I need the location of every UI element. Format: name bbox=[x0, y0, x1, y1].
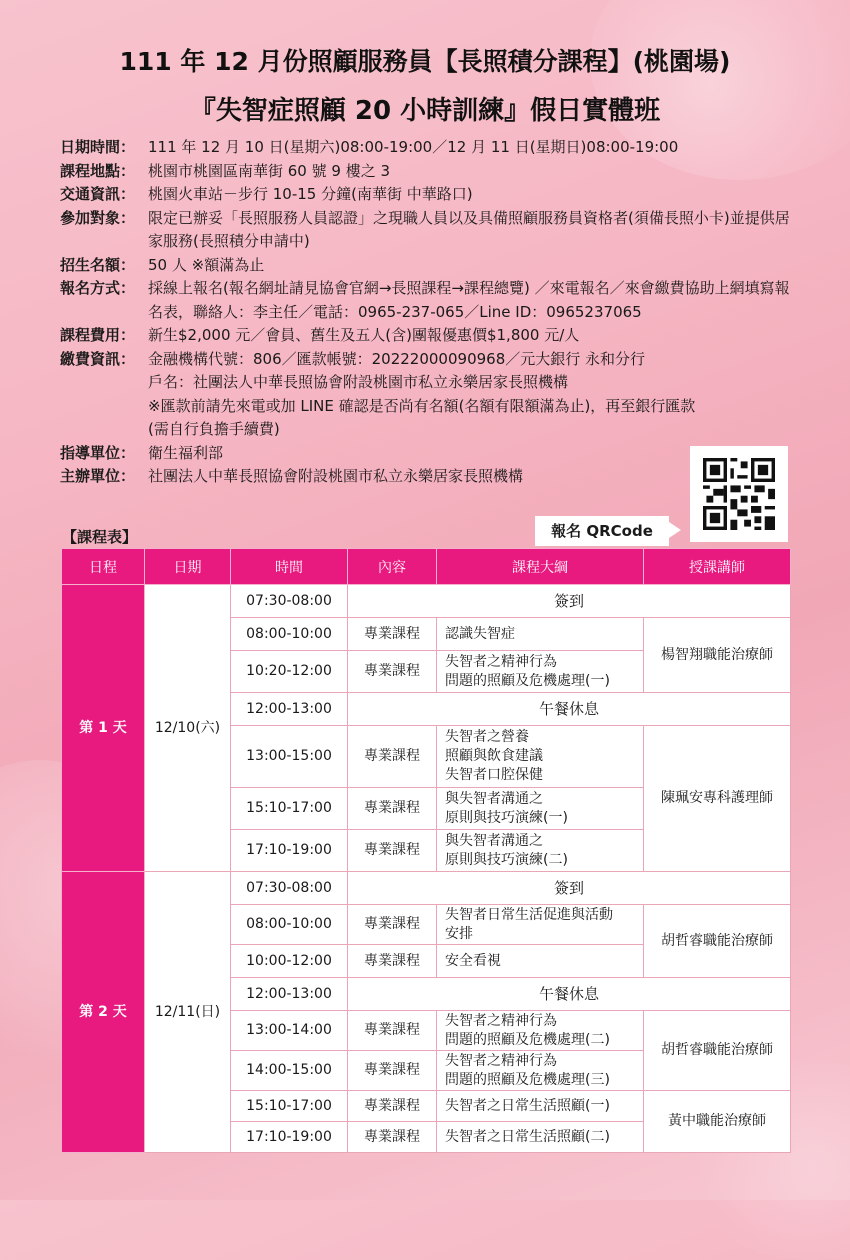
info-value: 111 年 12 月 10 日(星期六)08:00-19:00／12 月 11 日(星期日)08:00-19:00 bbox=[148, 138, 679, 156]
time-cell: 08:00-10:00 bbox=[231, 618, 348, 651]
time-cell: 12:00-13:00 bbox=[231, 978, 348, 1011]
time-cell: 10:00-12:00 bbox=[231, 945, 348, 978]
info-row-date bbox=[60, 136, 800, 160]
outline-cell: 失智者之營養 照顧與飲食建議 失智者口腔保健 bbox=[437, 726, 644, 788]
info-row-supervisor bbox=[60, 442, 800, 466]
page-subtitle: 『失智症照顧 20 小時訓練』假日實體班 bbox=[189, 96, 661, 126]
outline-cell: 失智者之日常生活照顧(一) bbox=[437, 1091, 644, 1122]
schedule-table bbox=[61, 548, 791, 1153]
date-cell: 12/11(日) bbox=[145, 872, 231, 1153]
time-cell: 17:10-19:00 bbox=[231, 1122, 348, 1153]
info-value: 50 人 ※額滿為止 bbox=[148, 255, 265, 274]
checkin-cell: 簽到 bbox=[348, 872, 791, 905]
outline-cell: 失智者日常生活促進與活動 安排 bbox=[437, 905, 644, 945]
time-cell: 14:00-15:00 bbox=[231, 1051, 348, 1091]
info-label: 招生名額： bbox=[60, 255, 136, 274]
info-row-organizer bbox=[60, 465, 800, 489]
info-label: 課程地點： bbox=[60, 161, 136, 180]
table-row bbox=[62, 585, 791, 618]
time-cell: 13:00-14:00 bbox=[231, 1011, 348, 1051]
info-label: 主辦單位： bbox=[60, 467, 136, 485]
time-cell: 08:00-10:00 bbox=[231, 905, 348, 945]
lunch-cell: 午餐休息 bbox=[348, 978, 791, 1011]
content-cell: 專業課程 bbox=[348, 830, 437, 872]
info-value: 桃園火車站－步行 10-15 分鐘(南華街 中華路口) bbox=[148, 185, 473, 203]
outline-cell: 安全看視 bbox=[437, 945, 644, 978]
content-cell: 專業課程 bbox=[348, 726, 437, 788]
content-cell: 專業課程 bbox=[348, 1011, 437, 1051]
page-title: 111 年 12 月份照顧服務員【長照積分課程】(桃園場) bbox=[119, 47, 731, 76]
info-value: 衛生福利部 bbox=[148, 443, 224, 462]
outline-cell: 與失智者溝通之 原則與技巧演練(一) bbox=[437, 788, 644, 830]
info-value: 新生$2,000 元／會員、舊生及五人(含)團報優惠價$1,800 元/人 bbox=[148, 326, 580, 344]
info-label: 繳費資訊： bbox=[60, 349, 136, 368]
info-value: 桃園市桃園區南華街 60 號 9 樓之 3 bbox=[148, 161, 391, 180]
content-cell: 專業課程 bbox=[348, 945, 437, 978]
teacher-cell: 楊智翔職能治療師 bbox=[644, 618, 791, 693]
info-label: 課程費用： bbox=[60, 326, 136, 344]
info-value: 採線上報名(報名網址請見協會官網→長照課程→課程總覽) ／來電報名／來會繳費協助上網填寫報名表，聯絡人：李主任／電話：0965-237-065／Line ID：0965237065 bbox=[148, 279, 790, 321]
time-cell: 07:30-08:00 bbox=[231, 872, 348, 905]
time-cell: 10:20-12:00 bbox=[231, 651, 348, 693]
info-value: ※匯款前請先來電或加 LINE 確認是否尚有名額(名額有限額滿為止)，再至銀行匯款(需自行負擔手續費) bbox=[148, 396, 696, 438]
checkin-cell: 簽到 bbox=[348, 585, 791, 618]
info-row-fee bbox=[60, 324, 800, 348]
teacher-cell: 胡哲睿職能治療師 bbox=[644, 1011, 791, 1091]
content-cell: 專業課程 bbox=[348, 651, 437, 693]
outline-cell: 失智者之精神行為 問題的照顧及危機處理(二) bbox=[437, 1011, 644, 1051]
info-row-payment bbox=[60, 348, 800, 442]
info-label: 報名方式： bbox=[60, 279, 136, 297]
table-header-row bbox=[62, 549, 791, 585]
teacher-cell: 胡哲睿職能治療師 bbox=[644, 905, 791, 978]
table-row bbox=[62, 872, 791, 905]
info-value: 限定已辦妥「長照服務人員認證」之現職人員以及具備照顧服務員資格者(須備長照小卡)並提供居家服務(長照積分申請中) bbox=[148, 208, 790, 250]
schedule-label: 【課程表】 bbox=[62, 528, 138, 546]
outline-cell: 失智者之精神行為 問題的照顧及危機處理(三) bbox=[437, 1051, 644, 1091]
time-cell: 17:10-19:00 bbox=[231, 830, 348, 872]
qr-label: 報名 QRCode bbox=[535, 516, 669, 546]
lunch-cell: 午餐休息 bbox=[348, 693, 791, 726]
date-cell: 12/10(六) bbox=[145, 585, 231, 872]
time-cell: 13:00-15:00 bbox=[231, 726, 348, 788]
outline-cell: 失智者之日常生活照顧(二) bbox=[437, 1122, 644, 1153]
info-value: 社團法人中華長照協會附設桃園市私立永樂居家長照機構 bbox=[148, 467, 524, 485]
registration-qr-code[interactable] bbox=[690, 446, 788, 542]
header-outline: 課程大綱 bbox=[437, 549, 644, 585]
content-cell: 專業課程 bbox=[348, 905, 437, 945]
info-row-registration bbox=[60, 277, 800, 324]
info-label: 日期時間： bbox=[60, 138, 136, 156]
info-label: 交通資訊： bbox=[60, 185, 136, 203]
teacher-cell: 黃中職能治療師 bbox=[644, 1091, 791, 1153]
header-time: 時間 bbox=[231, 549, 348, 585]
info-value: 戶名：社團法人中華長照協會附設桃園市私立永樂居家長照機構 bbox=[148, 373, 569, 391]
content-cell: 專業課程 bbox=[348, 788, 437, 830]
outline-cell: 失智者之精神行為 問題的照顧及危機處理(一) bbox=[437, 651, 644, 693]
day-cell: 第 1 天 bbox=[62, 585, 145, 872]
info-label: 參加對象： bbox=[60, 208, 136, 227]
course-info bbox=[60, 136, 800, 489]
header-content: 內容 bbox=[348, 549, 437, 585]
info-row-audience bbox=[60, 207, 800, 254]
content-cell: 專業課程 bbox=[348, 1051, 437, 1091]
info-value: 金融機構代號：806／匯款帳號：20222000090968／元大銀行 永和分行 bbox=[148, 349, 646, 368]
qr-code-icon bbox=[703, 458, 775, 530]
content-cell: 專業課程 bbox=[348, 1091, 437, 1122]
outline-cell: 與失智者溝通之 原則與技巧演練(二) bbox=[437, 830, 644, 872]
header-day: 日程 bbox=[62, 549, 145, 585]
outline-cell: 認識失智症 bbox=[437, 618, 644, 651]
content-cell: 專業課程 bbox=[348, 618, 437, 651]
teacher-cell: 陳珮安專科護理師 bbox=[644, 726, 791, 872]
time-cell: 12:00-13:00 bbox=[231, 693, 348, 726]
time-cell: 15:10-17:00 bbox=[231, 788, 348, 830]
day-cell: 第 2 天 bbox=[62, 872, 145, 1153]
info-label: 指導單位： bbox=[60, 443, 136, 462]
time-cell: 07:30-08:00 bbox=[231, 585, 348, 618]
info-row-location bbox=[60, 160, 800, 184]
info-row-transport bbox=[60, 183, 800, 207]
header-date: 日期 bbox=[145, 549, 231, 585]
header-teacher: 授課講師 bbox=[644, 549, 791, 585]
time-cell: 15:10-17:00 bbox=[231, 1091, 348, 1122]
info-row-quota bbox=[60, 254, 800, 278]
content-cell: 專業課程 bbox=[348, 1122, 437, 1153]
